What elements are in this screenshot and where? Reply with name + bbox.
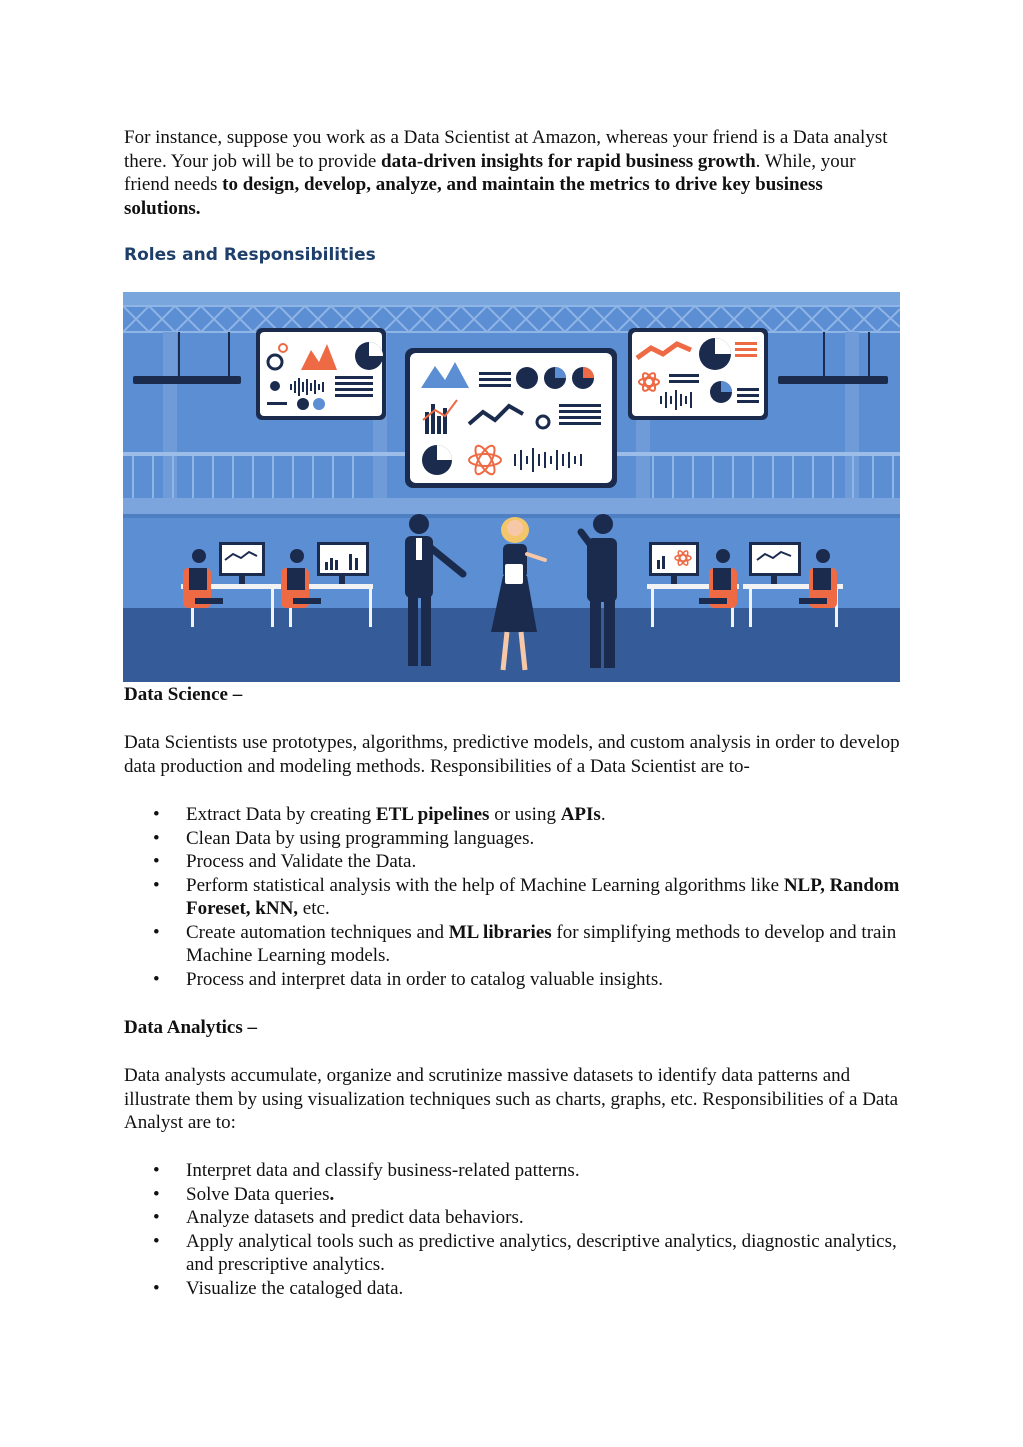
list-item: • Analyze datasets and predict data behaviors. bbox=[124, 1206, 904, 1230]
intro-paragraph: For instance, suppose you work as a Data Scientist at Amazon, whereas your friend is a Data analyst there. Your job will be to provide data-driven insights for rapid business growth. While, your friend needs to design, develop, analyze, and maintain the metrics to drive key business solutions. bbox=[124, 127, 888, 219]
data-analytics-list bbox=[124, 1159, 904, 1300]
list-item: • Interpret data and classify business-related patterns. bbox=[124, 1159, 904, 1183]
data-science-list bbox=[124, 803, 904, 991]
roles-heading: Roles and Responsibilities bbox=[124, 245, 376, 265]
list-item: • Apply analytical tools such as predictive analytics, descriptive analytics, diagnostic analytics, and prescriptive analytics. bbox=[124, 1230, 904, 1277]
data-science-title: Data Science – bbox=[124, 684, 243, 705]
data-team-illustration bbox=[123, 292, 900, 682]
list-item: • Process and interpret data in order to catalog valuable insights. bbox=[124, 968, 904, 992]
list-item: • Visualize the cataloged data. bbox=[124, 1277, 904, 1301]
list-item: • Perform statistical analysis with the help of Machine Learning algorithms like NLP, Random Foreset, kNN, etc. bbox=[124, 874, 904, 921]
data-science-description: Data Scientists use prototypes, algorithms, predictive models, and custom analysis in order to develop data production and modeling methods. Responsibilities of a Data Scientist are to- bbox=[124, 732, 900, 777]
list-item: • Create automation techniques and ML libraries for simplifying methods to develop and train Machine Learning models. bbox=[124, 921, 904, 968]
list-item: • Clean Data by using programming languages. bbox=[124, 827, 904, 851]
list-item: • Extract Data by creating ETL pipelines or using APIs. bbox=[124, 803, 904, 827]
list-item: • Process and Validate the Data. bbox=[124, 850, 904, 874]
data-analytics-title: Data Analytics – bbox=[124, 1017, 257, 1038]
list-item: • Solve Data queries. bbox=[124, 1183, 904, 1207]
data-analytics-description: Data analysts accumulate, organize and scrutinize massive datasets to identify data patterns and illustrate them by using visualization techniques such as charts, graphs, etc. Responsibilities of a Data Analyst are to: bbox=[124, 1065, 899, 1133]
